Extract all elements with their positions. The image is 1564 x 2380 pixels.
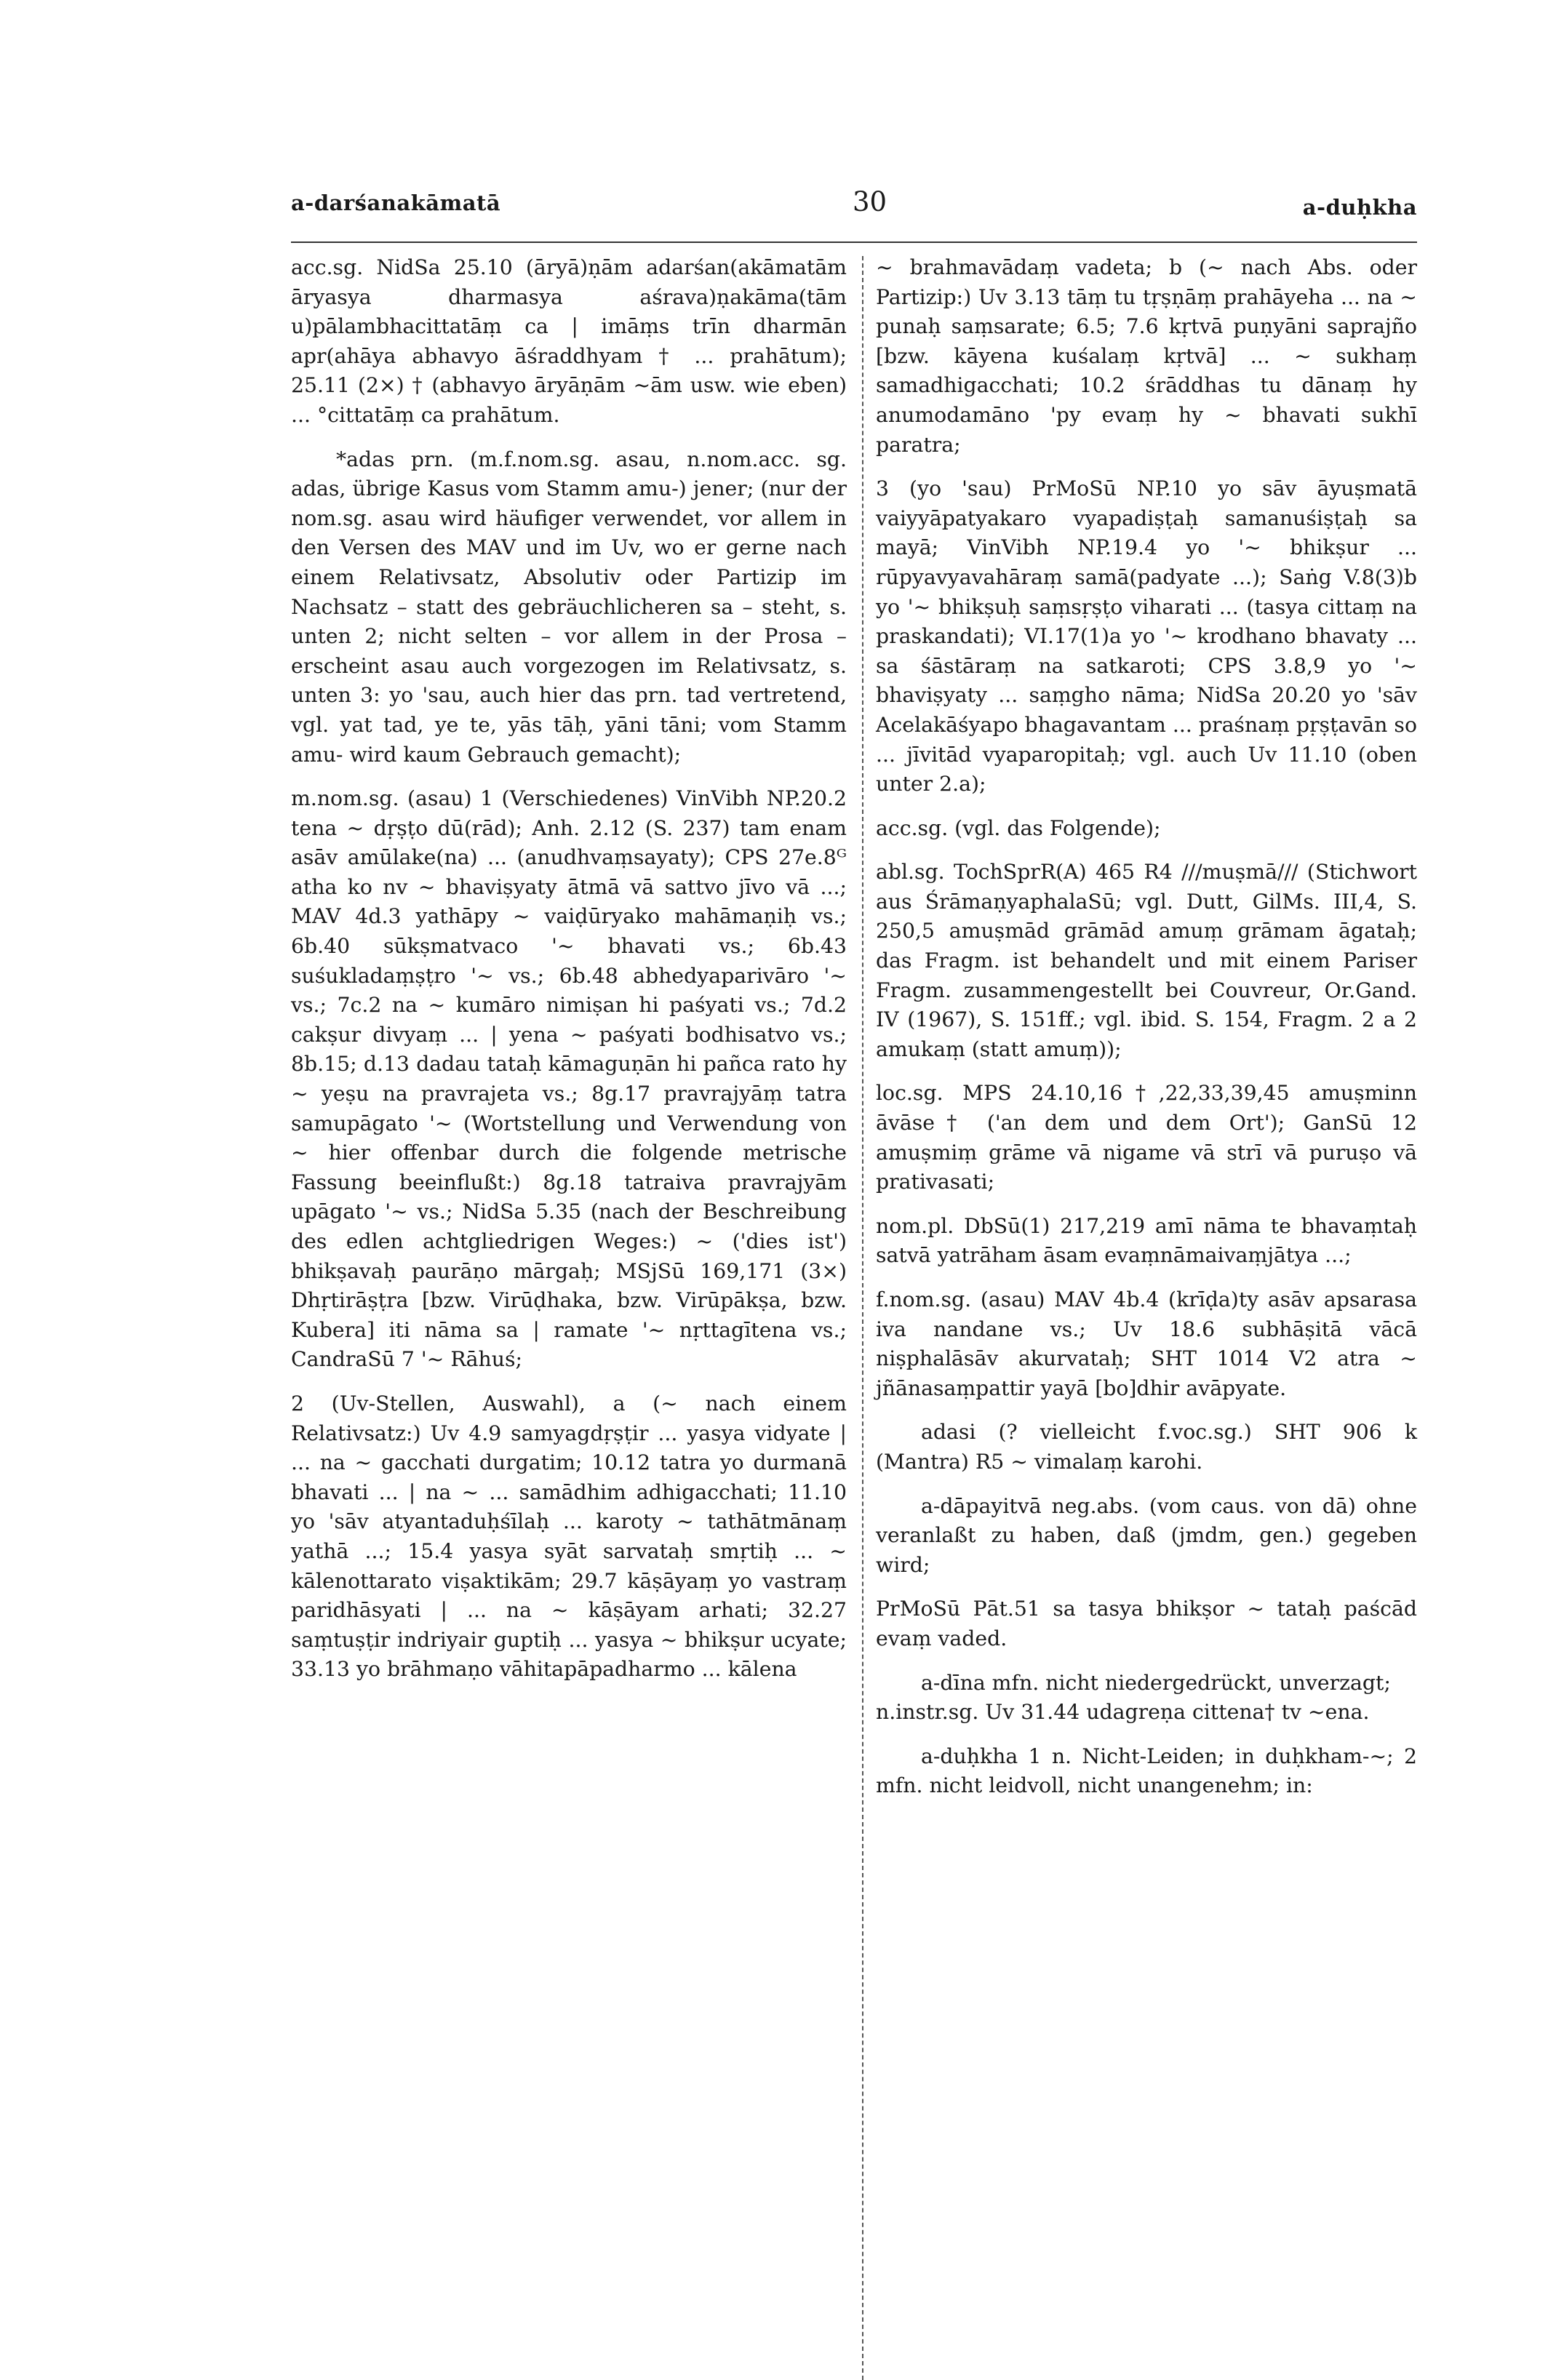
entry-section: ~ brahmavādaṃ vadeta; b (~ nach Abs. oder Partizip:) Uv 3.13 tāṃ tu tṛṣṇāṃ prahāyeha ... na ~ punaḥ saṃsarate; 6.5; 7.6 kṛtvā puṇyāni saprajño [bzw. kāyena kuśalaṃ kṛtvā] ... ~ sukhaṃ samadhigacchati; 10.2 śrāddhas tu dānaṃ hy anumodamāno 'py evaṃ hy ~ bhavati sukhī paratra;	[876, 255, 1417, 457]
entry-a-dina: a-dīna mfn. nicht niedergedrückt, unverzagt;	[921, 1670, 1391, 1695]
page-number: 30	[853, 186, 887, 217]
entry-section: m.nom.sg. (asau) 1 (Verschiedenes) VinVibh NP.20.2 tena ~ dṛṣṭo dū(rād); Anh. 2.12 (S. 237) tam enam asāv amūlake(na) ... (anudhvaṃsayaty); CPS 27e.8ᴳ atha ko nv ~ bhaviṣyaty ātmā vā sattvo jīvo vā ...; MAV 4d.3 yathāpy ~ vaiḍūryako mahāmaṇiḥ vs.; 6b.40 sūkṣmatvaco '~ bhavati vs.; 6b.43 suśukladaṃṣṭro '~ vs.; 6b.48 abhedyaparivāro '~ vs.; 7c.2 na ~ kumāro nimiṣan hi paśyati vs.; 7d.2 cakṣur divyaṃ ... | yena ~ paśyati bodhisatvo vs.; 8b.15; d.13 dadau tataḥ kāmaguṇān hi pañca rato hy ~ yeṣu na pravrajeta vs.; 8g.17 pravrajyāṃ tatra samupāgato '~ (Wortstellung und Verwendung von ~ hier offenbar durch die folgende metrische Fassung beeinflußt:) 8g.18 tatraiva pravrajyām upāgato '~ vs.; NidSa 5.35 (nach der Beschreibung des edlen achtgliedrigen Weges:) ~ ('dies ist') bhikṣavaḥ paurāṇo mārgaḥ; MSjSū 169,171 (3×) Dhṛtirāṣṭra [bzw. Virūḍhaka, bzw. Virūpākṣa, bzw. Kubera] iti nāma sa | ramate '~ nṛttagītena vs.; CandraSū 7 '~ Rāhuś;	[291, 786, 847, 1372]
entry-a-dapayitva: a-dāpayitvā neg.abs. (vom caus. von dā) ohne veranlaßt zu haben, daß (jmdm, gen.) gegeben wird;	[876, 1493, 1417, 1577]
entry-section: 2 (Uv-Stellen, Auswahl), a (~ nach einem Relativsatz:) Uv 4.9 samyagdṛṣṭir ... yasya vidyate | ... na ~ gacchati durgatim; 10.12 tatra yo durmanā bhavati ... | na ~ ... samādhim adhigacchati; 11.10 yo 'sāv atyantaduḥśīlaḥ ... karoty ~ tathātmānaṃ yathā ...; 15.4 yasya syāt sarvataḥ smṛtiḥ ... ~ kālenottarato viṣaktikām; 29.7 kāṣāyaṃ yo vastraṃ paridhāsyati | ... na ~ kāṣāyam arhati; 32.27 saṃtuṣṭir indriyair guptiḥ ... yasya ~ bhikṣur ucyate; 33.13 yo brāhmaṇo vāhitapāpadharmo ... kālena	[291, 1391, 847, 1682]
left-running-headword: a-darśanakāmatā	[291, 191, 501, 215]
right-column	[876, 253, 1417, 1801]
running-header	[291, 186, 1417, 227]
entry-section: loc.sg. MPS 24.10,16†,22,33,39,45 amuṣminn āvāse† ('an dem und dem Ort'); GanSū 12 amuṣmiṃ grāme vā nigame vā strī vā puruṣo vā prativasati;	[876, 1081, 1417, 1194]
right-running-headword: a-duḥkha	[1302, 195, 1417, 220]
entry-section: abl.sg. TochSprR(A) 465 R4 ///muṣmā/// (Stichwort aus ŚrāmaṇyaphalaSū; vgl. Dutt, GilMs. III,4, S. 250,5 amuṣmād grāmād amuṃ grāmam āgataḥ; das Fragm. ist behandelt und mit einem Pariser Fragm. zusammengestellt bei Couvreur, Or.Gand. IV (1967), S. 151ff.; vgl. ibid. S. 154, Fragm. 2 a 2 amukaṃ (statt amuṃ));	[876, 860, 1417, 1061]
entry-section: 3 (yo 'sau) PrMoSū NP.10 yo sāv āyuṣmatā vaiyyāpatyakaro vyapadiṣṭaḥ samanuśiṣṭaḥ sa mayā; VinVibh NP.19.4 yo '~ bhikṣur ... rūpyavyavahāraṃ samā(padyate ...); Saṅg V.8(3)b yo '~ bhikṣuḥ saṃsṛṣṭo viharati ... (tasya cittaṃ na praskandati); VI.17(1)a yo '~ krodhano bhavaty ... sa śāstāraṃ na satkaroti; CPS 3.8,9 yo '~ bhaviṣyaty ... saṃgho nāma; NidSa 20.20 yo 'sāv Acelakāśyapo bhagavantam ... praśnaṃ pṛṣṭavān so ... jīvitād vyaparopitaḥ; vgl. auch Uv 11.10 (oben unter 2.a);	[876, 476, 1417, 796]
header-rule	[291, 241, 1417, 243]
entry-a-duhkha: a-duḥkha 1 n. Nicht-Leiden; in duḥkham-~; 2 mfn. nicht leidvoll, nicht unangenehm; in:	[876, 1744, 1417, 1798]
entry-adasi: adasi (? vielleicht f.voc.sg.) SHT 906 k (Mantra) R5 ~ vimalaṃ karohi.	[876, 1420, 1417, 1474]
entry-section: f.nom.sg. (asau) MAV 4b.4 (krīḍa)ty asāv apsarasa iva nandane vs.; Uv 18.6 subhāṣitā vācā niṣphalāsāv akurvataḥ; SHT 1014 V2 atra ~ jñānasaṃpattir yayā [bo]dhir avāpyate.	[876, 1287, 1417, 1400]
left-column	[291, 253, 847, 1685]
entry-section: n.instr.sg. Uv 31.44 udagreṇa cittena† tv ~ena.	[876, 1700, 1370, 1725]
entry-continuation: acc.sg. NidSa 25.10 (āryā)ṇām adarśan(akāmatām āryasya dharmasya aśrava)ṇakāma(tām u)pālambhacittatāṃ ca | imāṃs trīn dharmān apr(ahāya abhavyo āśraddhyam † ... prahātum); 25.11 (2×) † (abhavyo āryāṇām ~ām usw. wie eben) ... °cittatāṃ ca prahātum.	[291, 255, 847, 427]
entry-section: PrMoSū Pāt.51 sa tasya bhikṣor ~ tataḥ paścād evaṃ vaded.	[876, 1597, 1417, 1650]
entry-section: nom.pl. DbSū(1) 217,219 amī nāma te bhavaṃtaḥ satvā yatrāham āsam evaṃnāmaivaṃjātya ...;	[876, 1213, 1417, 1268]
column-divider	[862, 256, 863, 2380]
entry-section: acc.sg. (vgl. das Folgende);	[876, 815, 1161, 840]
entry-adas: *adas prn. (m.f.nom.sg. asau, n.nom.acc. sg. adas, übrige Kasus vom Stamm amu-) jener; (nur der nom.sg. asau wird häufiger verwendet, vor allem in den Versen des MAV und im Uv, wo er gerne nach einem Relativsatz, Absolutiv oder Partizip im Nachsatz – statt des gebräuchlicheren sa – steht, s. unten 2; nicht selten – vor allem in der Prosa – erscheint asau auch vorgezogen im Relativsatz, s. unten 3: yo 'sau, auch hier das prn. tad vertretend, vgl. yat tad, ye te, yās tāḥ, yāni tāni; vom Stamm amu- wird kaum Gebrauch gemacht);	[291, 447, 847, 767]
